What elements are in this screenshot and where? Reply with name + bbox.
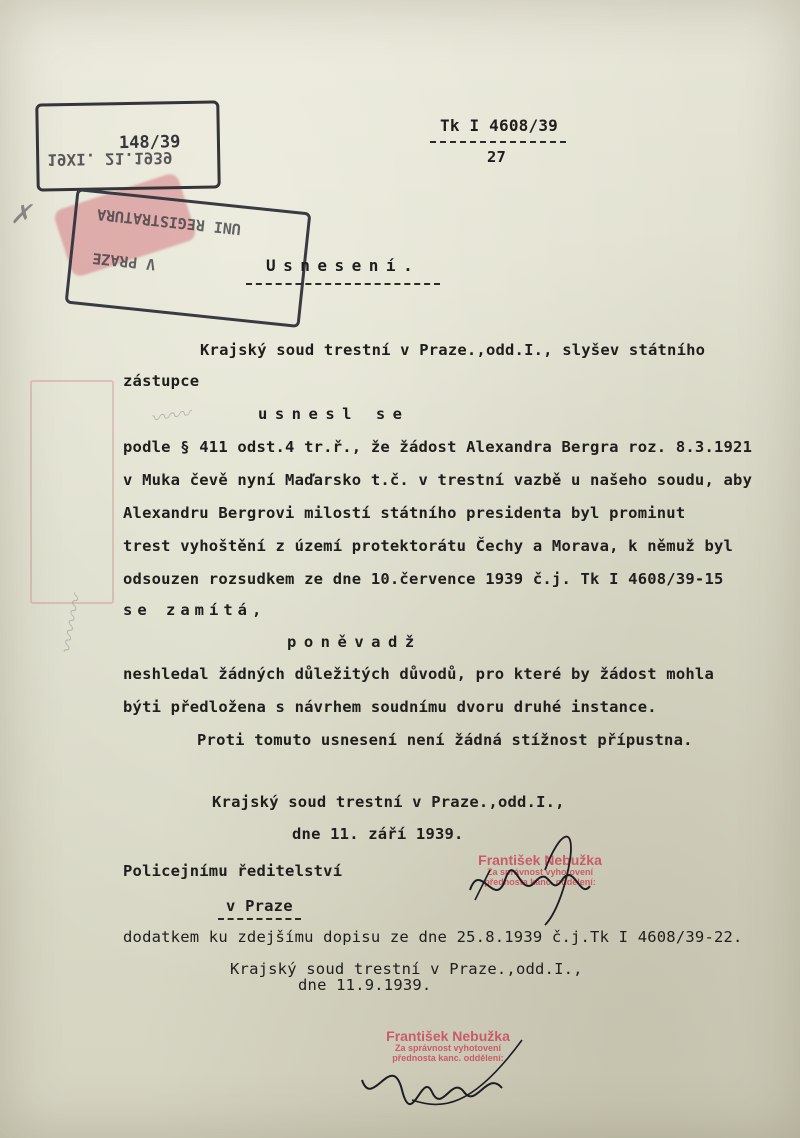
recipient-city: v Praze bbox=[218, 899, 301, 920]
reference-divider bbox=[430, 141, 566, 143]
signer-stamp-name: František Nebužka bbox=[478, 852, 602, 868]
reason-line: býti předložena s návrhem soudnímu dvoru druhé instance. bbox=[123, 698, 657, 716]
body-line: trest vyhoštění z území protektorátu Čechy a Morava, k němuž byl bbox=[123, 537, 734, 555]
handwritten-signature bbox=[450, 820, 610, 930]
reason-line: neshledal žádných důležitých důvodů, pro které by žádost mohla bbox=[123, 665, 714, 683]
appeal-note: Proti tomuto usnesení není žádná stížnost přípustna. bbox=[197, 731, 693, 749]
body-line: Alexandru Bergrovi milostí státního presidenta byl prominut bbox=[123, 504, 686, 522]
body-line: podle § 411 odst.4 tr.ř., že žádost Alexandra Bergra roz. 8.3.1921 bbox=[123, 438, 753, 456]
because-heading: poněvadž bbox=[287, 633, 422, 651]
signer-stamp-name: František Nebužka bbox=[386, 1028, 510, 1044]
title-underline bbox=[246, 283, 440, 285]
pencil-mark: ✗ bbox=[10, 200, 32, 230]
body-line: v Muka čevě nyní Maďarsko t.č. v trestní vazbě u našeho soudu, aby bbox=[123, 471, 753, 489]
pencil-scribble: 〰〰 bbox=[148, 401, 192, 431]
decision-date: dne 11. září 1939. bbox=[292, 825, 464, 843]
recipient-line: Policejnímu ředitelství bbox=[123, 862, 343, 880]
body-line: odsouzen rozsudkem ze dne 10.července 1939 č.j. Tk I 4608/39-15 bbox=[123, 570, 724, 588]
court-name-secondary: Krajský soud trestní v Praze.,odd.I., bbox=[230, 960, 583, 978]
case-reference: Tk I 4608/39 bbox=[440, 116, 558, 135]
signer-stamp-sub: Za správnost vyhotovení bbox=[394, 1043, 502, 1053]
registry-stamp bbox=[35, 100, 221, 191]
case-reference-sub: 27 bbox=[487, 148, 507, 166]
registry-stamp-line: V PRAZE bbox=[91, 249, 157, 274]
signer-stamp-sub: přednosta kanc. oddělení: bbox=[484, 876, 596, 887]
intro-line: zástupce bbox=[123, 372, 200, 390]
faint-stamp-outline bbox=[30, 380, 114, 604]
registry-stamp-line: UNI REGISTRATURA bbox=[96, 205, 242, 239]
court-name: Krajský soud trestní v Praze.,odd.I., bbox=[212, 793, 565, 811]
registry-stamp-number: 148/39 bbox=[118, 132, 181, 154]
intro-line: Krajský soud trestní v Praze.,odd.I., slyšev státního bbox=[200, 341, 706, 359]
date-secondary: dne 11.9.1939. bbox=[298, 976, 432, 994]
addendum-line: dodatkem ku zdejšímu dopisu ze dne 25.8.1939 č.j.Tk I 4608/39-22. bbox=[123, 928, 743, 946]
rejected-heading: se zamítá, bbox=[123, 601, 267, 619]
signer-stamp-sub: Za správnost vyhotovení bbox=[486, 867, 594, 877]
handwritten-signature-secondary bbox=[352, 1030, 532, 1130]
decision-heading: usnesl se bbox=[258, 405, 410, 423]
registry-stamp-date: 19XI. 21.1939 bbox=[47, 148, 173, 170]
document-title: Usnesení. bbox=[266, 256, 421, 275]
pencil-scribble: 〰〰〰 bbox=[54, 593, 89, 657]
signer-stamp-sub: přednosta kanc. oddělení: bbox=[392, 1052, 504, 1063]
